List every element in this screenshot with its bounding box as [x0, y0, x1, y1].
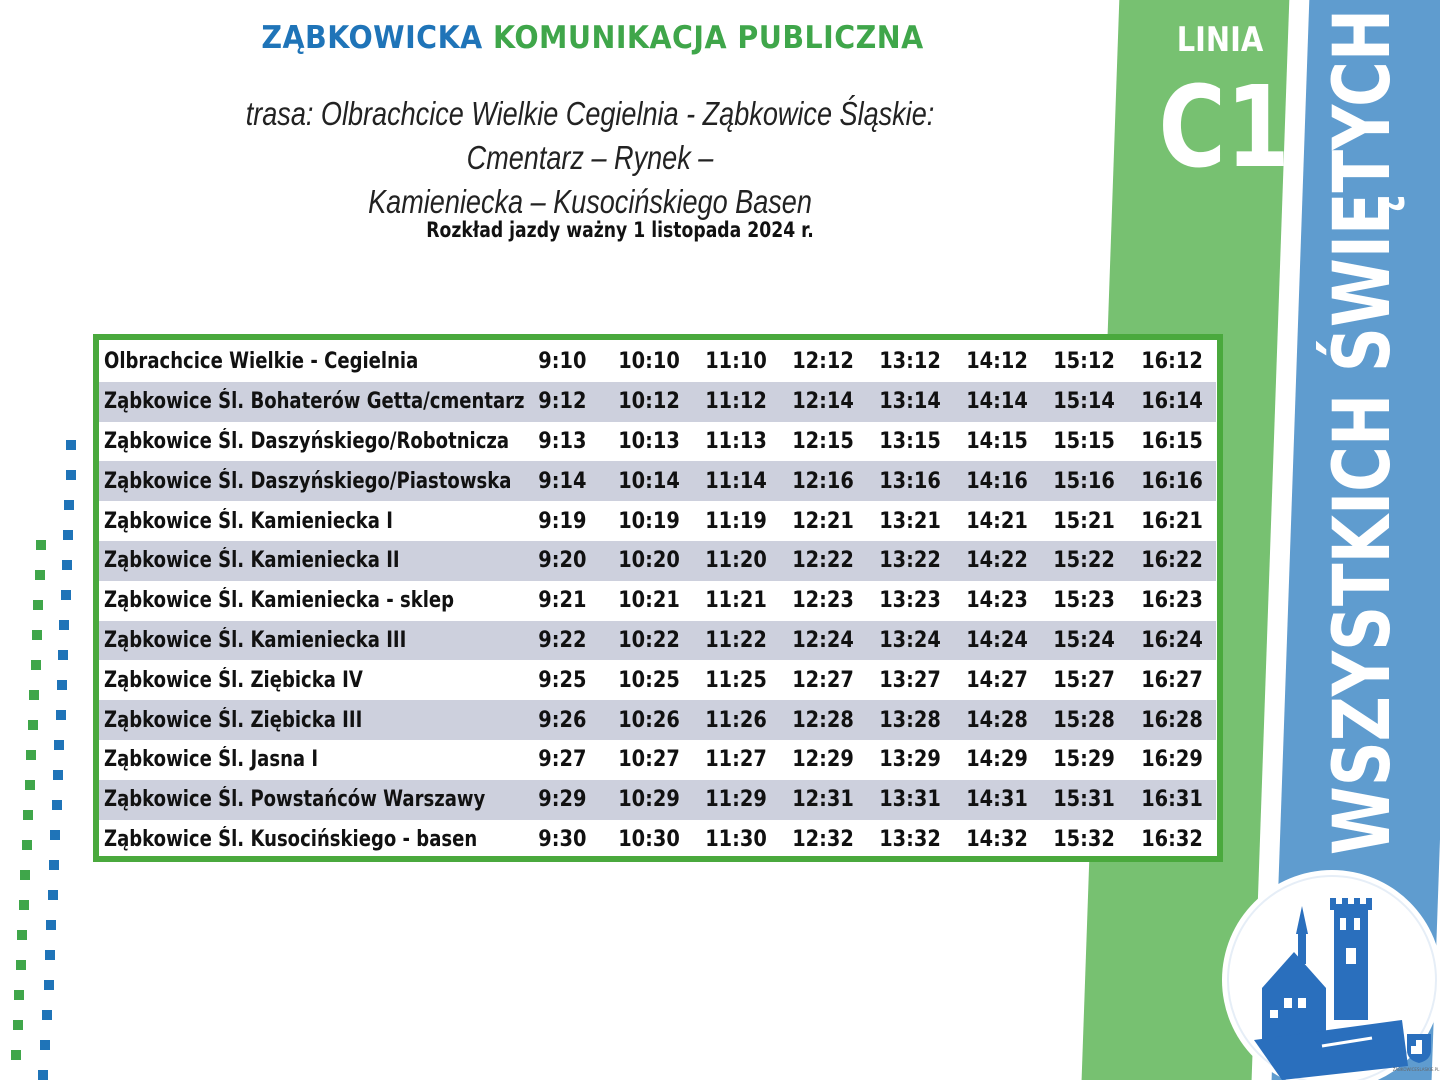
- table-row: [99, 780, 1216, 820]
- stop-name: Ząbkowice Śl. Kamieniecka - sklep: [104, 588, 455, 614]
- departure-time: 16:28: [1141, 707, 1203, 733]
- departure-time: 11:20: [705, 548, 768, 574]
- departure-time: 9:26: [538, 707, 587, 733]
- table-row: [99, 422, 1216, 462]
- departure-time: 12:12: [792, 349, 855, 375]
- departure-time-cell: [519, 461, 606, 501]
- departure-time-cell: [780, 621, 867, 661]
- departure-time-cell: [1128, 382, 1216, 422]
- departure-time-cell: [780, 342, 867, 382]
- departure-time-cell: [519, 740, 606, 780]
- table-row: [99, 501, 1216, 541]
- departure-time: 11:30: [705, 826, 768, 852]
- departure-time-cell: [1128, 581, 1216, 621]
- departure-time-cell: [1041, 700, 1128, 740]
- departure-time-cell: [519, 660, 606, 700]
- departure-time-cell: [1128, 780, 1216, 820]
- departure-time-cell: [867, 382, 954, 422]
- departure-time-cell: [1041, 581, 1128, 621]
- departure-time: 10:19: [618, 508, 681, 534]
- line-label: LINIA: [1176, 20, 1264, 60]
- departure-time: 14:14: [966, 389, 1029, 415]
- departure-time: 9:29: [538, 787, 587, 813]
- departure-time-cell: [606, 541, 693, 581]
- departure-time: 15:14: [1053, 389, 1116, 415]
- departure-time-cell: [867, 422, 954, 462]
- timetable-body: [99, 342, 1216, 859]
- departure-time: 11:12: [705, 389, 768, 415]
- title-part-green: KOMUNIKACJA PUBLICZNA: [493, 20, 924, 56]
- departure-time: 14:24: [966, 627, 1029, 653]
- departure-time-cell: [780, 780, 867, 820]
- departure-time-cell: [954, 621, 1041, 661]
- departure-time: 13:23: [879, 588, 942, 614]
- departure-time-cell: [519, 382, 606, 422]
- departure-time-cell: [867, 660, 954, 700]
- departure-time: 13:14: [879, 389, 942, 415]
- departure-time-cell: [954, 461, 1041, 501]
- departure-time: 10:13: [618, 428, 681, 454]
- departure-time-cell: [693, 382, 780, 422]
- departure-time-cell: [606, 422, 693, 462]
- departure-time: 9:30: [538, 826, 587, 852]
- route-line-2: Kamieniecka – Kusocińskiego Basen: [368, 183, 812, 220]
- logo-caption: ZABKOWICESLASKIE.PL: [1392, 1067, 1440, 1072]
- departure-time-cell: [1128, 422, 1216, 462]
- departure-time: 12:21: [792, 508, 855, 534]
- departure-time: 14:29: [966, 747, 1029, 773]
- departure-time-cell: [693, 461, 780, 501]
- departure-time: 15:22: [1053, 548, 1116, 574]
- stop-name-cell: [99, 780, 519, 820]
- table-row: [99, 382, 1216, 422]
- departure-time: 14:22: [966, 548, 1029, 574]
- departure-time-cell: [693, 740, 780, 780]
- stop-name: Ząbkowice Śl. Kamieniecka III: [104, 627, 407, 653]
- departure-time: 11:26: [705, 707, 768, 733]
- title-part-blue: ZĄBKOWICKA: [261, 20, 483, 56]
- departure-time: 14:21: [966, 508, 1029, 534]
- departure-time-cell: [867, 581, 954, 621]
- departure-time: 9:12: [538, 389, 587, 415]
- departure-time-cell: [693, 541, 780, 581]
- city-logo-icon: [1404, 1032, 1434, 1064]
- departure-time-cell: [1041, 501, 1128, 541]
- departure-time-cell: [954, 780, 1041, 820]
- departure-time: 16:23: [1141, 588, 1203, 614]
- departure-time: 9:20: [538, 548, 587, 574]
- departure-time-cell: [1041, 422, 1128, 462]
- departure-time-cell: [1128, 342, 1216, 382]
- route-line-1: trasa: Olbrachcice Wielkie Cegielnia - Ząbkowice Śląskie: Cmentarz – Rynek –: [245, 95, 935, 176]
- departure-time-cell: [1128, 820, 1216, 860]
- departure-time-cell: [1041, 621, 1128, 661]
- stop-name: Ząbkowice Śl. Kamieniecka II: [104, 548, 400, 574]
- stop-name: Ząbkowice Śl. Jasna I: [104, 747, 319, 773]
- departure-time-cell: [780, 660, 867, 700]
- table-row: [99, 820, 1216, 860]
- departure-time-cell: [693, 700, 780, 740]
- departure-time: 15:24: [1053, 627, 1116, 653]
- departure-time: 13:12: [879, 349, 942, 375]
- departure-time: 14:32: [966, 826, 1029, 852]
- departure-time: 9:25: [538, 667, 587, 693]
- departure-time-cell: [693, 501, 780, 541]
- departure-time: 10:12: [618, 389, 681, 415]
- departure-time-cell: [519, 621, 606, 661]
- departure-time: 16:31: [1141, 787, 1203, 813]
- departure-time-cell: [606, 820, 693, 860]
- departure-time-cell: [606, 501, 693, 541]
- timetable: [99, 342, 1216, 859]
- departure-time-cell: [780, 700, 867, 740]
- departure-time: 13:31: [879, 787, 942, 813]
- departure-time-cell: [693, 621, 780, 661]
- table-row: [99, 342, 1216, 382]
- departure-time-cell: [606, 382, 693, 422]
- departure-time-cell: [867, 501, 954, 541]
- departure-time-cell: [780, 581, 867, 621]
- departure-time-cell: [1041, 461, 1128, 501]
- departure-time-cell: [867, 740, 954, 780]
- departure-time: 15:28: [1053, 707, 1116, 733]
- departure-time-cell: [780, 820, 867, 860]
- departure-time-cell: [606, 461, 693, 501]
- departure-time-cell: [1128, 541, 1216, 581]
- departure-time: 11:29: [705, 787, 768, 813]
- stop-name: Olbrachcice Wielkie - Cegielnia: [104, 349, 419, 375]
- departure-time: 16:16: [1141, 468, 1203, 494]
- departure-time-cell: [606, 660, 693, 700]
- departure-time-cell: [519, 700, 606, 740]
- departure-time-cell: [867, 820, 954, 860]
- departure-time: 15:32: [1053, 826, 1116, 852]
- departure-time: 9:22: [538, 627, 587, 653]
- departure-time: 11:21: [705, 588, 768, 614]
- departure-time-cell: [1041, 780, 1128, 820]
- table-row: [99, 581, 1216, 621]
- departure-time-cell: [1041, 660, 1128, 700]
- departure-time-cell: [693, 780, 780, 820]
- stop-name-cell: [99, 541, 519, 581]
- departure-time: 10:26: [618, 707, 681, 733]
- departure-time-cell: [954, 422, 1041, 462]
- departure-time: 12:24: [792, 627, 855, 653]
- page-title: [47, 20, 1137, 56]
- stop-name-cell: [99, 820, 519, 860]
- departure-time: 16:32: [1141, 826, 1203, 852]
- departure-time: 16:12: [1141, 349, 1203, 375]
- departure-time: 9:13: [538, 428, 587, 454]
- departure-time-cell: [606, 780, 693, 820]
- departure-time: 14:16: [966, 468, 1029, 494]
- departure-time: 10:30: [618, 826, 681, 852]
- departure-time: 10:20: [618, 548, 681, 574]
- departure-time: 15:15: [1053, 428, 1116, 454]
- departure-time-cell: [954, 660, 1041, 700]
- departure-time: 13:29: [879, 747, 942, 773]
- departure-time-cell: [954, 700, 1041, 740]
- departure-time: 13:32: [879, 826, 942, 852]
- departure-time-cell: [606, 581, 693, 621]
- departure-time-cell: [606, 621, 693, 661]
- departure-time-cell: [954, 740, 1041, 780]
- departure-time-cell: [606, 740, 693, 780]
- departure-time: 12:22: [792, 548, 855, 574]
- stop-name: Ząbkowice Śl. Kusocińskiego - basen: [104, 826, 478, 852]
- stop-name-cell: [99, 660, 519, 700]
- departure-time-cell: [1041, 740, 1128, 780]
- departure-time-cell: [867, 780, 954, 820]
- table-row: [99, 461, 1216, 501]
- route-description: [229, 92, 951, 224]
- departure-time-cell: [780, 461, 867, 501]
- departure-time-cell: [954, 342, 1041, 382]
- departure-time: 14:27: [966, 667, 1029, 693]
- table-row: [99, 660, 1216, 700]
- departure-time: 16:15: [1141, 428, 1203, 454]
- departure-time: 15:29: [1053, 747, 1116, 773]
- day-label: WSZYSTKICH ŚWIĘTYCH: [1318, 8, 1408, 856]
- departure-time: 11:27: [705, 747, 768, 773]
- departure-time-cell: [954, 382, 1041, 422]
- departure-time: 10:10: [618, 349, 681, 375]
- stop-name: Ząbkowice Śl. Ziębicka III: [104, 707, 363, 733]
- departure-time-cell: [693, 820, 780, 860]
- departure-time-cell: [780, 541, 867, 581]
- departure-time: 12:15: [792, 428, 855, 454]
- departure-time-cell: [1128, 660, 1216, 700]
- stop-name: Ząbkowice Śl. Powstańców Warszawy: [104, 787, 486, 813]
- table-row: [99, 541, 1216, 581]
- departure-time-cell: [1041, 820, 1128, 860]
- stop-name: Ząbkowice Śl. Daszyńskiego/Piastowska: [104, 468, 512, 494]
- departure-time-cell: [519, 422, 606, 462]
- departure-time-cell: [867, 541, 954, 581]
- stop-name-cell: [99, 382, 525, 422]
- departure-time: 14:31: [966, 787, 1029, 813]
- departure-time: 14:15: [966, 428, 1029, 454]
- departure-time-cell: [954, 820, 1041, 860]
- departure-time: 16:22: [1141, 548, 1203, 574]
- departure-time: 15:12: [1053, 349, 1116, 375]
- departure-time-cell: [519, 780, 606, 820]
- stop-name-cell: [99, 461, 519, 501]
- departure-time: 12:29: [792, 747, 855, 773]
- departure-time: 13:24: [879, 627, 942, 653]
- departure-time: 11:10: [705, 349, 768, 375]
- departure-time: 9:27: [538, 747, 587, 773]
- departure-time: 10:21: [618, 588, 681, 614]
- departure-time: 12:14: [792, 389, 855, 415]
- departure-time: 12:27: [792, 667, 855, 693]
- departure-time-cell: [519, 501, 606, 541]
- table-row: [99, 740, 1216, 780]
- departure-time-cell: [1128, 461, 1216, 501]
- line-number: C1: [1158, 63, 1290, 193]
- departure-time: 10:29: [618, 787, 681, 813]
- departure-time: 10:22: [618, 627, 681, 653]
- departure-time: 11:22: [705, 627, 768, 653]
- stop-name: Ząbkowice Śl. Kamieniecka I: [104, 508, 393, 534]
- departure-time: 14:12: [966, 349, 1029, 375]
- departure-time: 15:31: [1053, 787, 1116, 813]
- departure-time: 11:19: [705, 508, 768, 534]
- departure-time-cell: [606, 342, 693, 382]
- stop-name-cell: [99, 621, 519, 661]
- stop-name-cell: [99, 501, 519, 541]
- departure-time: 10:25: [618, 667, 681, 693]
- departure-time-cell: [867, 621, 954, 661]
- departure-time-cell: [867, 461, 954, 501]
- departure-time: 11:14: [705, 468, 768, 494]
- departure-time: 11:25: [705, 667, 768, 693]
- departure-time-cell: [693, 581, 780, 621]
- departure-time: 13:27: [879, 667, 942, 693]
- departure-time: 9:21: [538, 588, 587, 614]
- departure-time-cell: [954, 581, 1041, 621]
- decorative-dots: [0, 430, 90, 1080]
- departure-time: 16:24: [1141, 627, 1203, 653]
- departure-time: 16:29: [1141, 747, 1203, 773]
- departure-time-cell: [519, 581, 606, 621]
- stop-name: Ząbkowice Śl. Bohaterów Getta/cmentarz: [104, 389, 525, 415]
- departure-time: 9:10: [538, 349, 587, 375]
- stop-name-cell: [99, 700, 519, 740]
- departure-time-cell: [780, 501, 867, 541]
- departure-time: 16:14: [1141, 389, 1203, 415]
- departure-time: 13:21: [879, 508, 942, 534]
- departure-time-cell: [954, 541, 1041, 581]
- departure-time-cell: [1128, 740, 1216, 780]
- stop-name-cell: [99, 740, 519, 780]
- departure-time-cell: [780, 740, 867, 780]
- departure-time: 16:27: [1141, 667, 1203, 693]
- departure-time-cell: [1128, 501, 1216, 541]
- departure-time-cell: [867, 700, 954, 740]
- departure-time: 13:15: [879, 428, 942, 454]
- valid-from-note: Rozkład jazdy ważny 1 listopada 2024 r.: [426, 218, 814, 242]
- departure-time: 13:22: [879, 548, 942, 574]
- departure-time: 15:21: [1053, 508, 1116, 534]
- stop-name-cell: [99, 342, 519, 382]
- stop-name-cell: [99, 581, 519, 621]
- table-row: [99, 621, 1216, 661]
- departure-time: 11:13: [705, 428, 768, 454]
- departure-time: 9:19: [538, 508, 587, 534]
- departure-time: 12:32: [792, 826, 855, 852]
- departure-time: 12:23: [792, 588, 855, 614]
- table-row: [99, 700, 1216, 740]
- departure-time: 15:16: [1053, 468, 1116, 494]
- departure-time: 9:14: [538, 468, 587, 494]
- departure-time: 16:21: [1141, 508, 1203, 534]
- departure-time-cell: [780, 382, 867, 422]
- departure-time-cell: [1041, 382, 1128, 422]
- departure-time: 13:16: [879, 468, 942, 494]
- departure-time: 14:23: [966, 588, 1029, 614]
- departure-time: 12:28: [792, 707, 855, 733]
- departure-time-cell: [519, 541, 606, 581]
- stop-name: Ząbkowice Śl. Daszyńskiego/Robotnicza: [104, 428, 510, 454]
- departure-time: 15:23: [1053, 588, 1116, 614]
- departure-time: 12:16: [792, 468, 855, 494]
- departure-time-cell: [693, 422, 780, 462]
- departure-time-cell: [1041, 541, 1128, 581]
- departure-time-cell: [954, 501, 1041, 541]
- departure-time: 12:31: [792, 787, 855, 813]
- departure-time-cell: [780, 422, 867, 462]
- departure-time-cell: [1128, 700, 1216, 740]
- departure-time: 13:28: [879, 707, 942, 733]
- stop-name: Ząbkowice Śl. Ziębicka IV: [104, 667, 363, 693]
- departure-time: 10:27: [618, 747, 681, 773]
- departure-time-cell: [519, 342, 606, 382]
- departure-time-cell: [693, 660, 780, 700]
- dots-pattern-icon: [0, 430, 90, 1080]
- stop-name-cell: [99, 422, 519, 462]
- departure-time-cell: [606, 700, 693, 740]
- departure-time-cell: [519, 820, 606, 860]
- departure-time: 10:14: [618, 468, 681, 494]
- departure-time-cell: [693, 342, 780, 382]
- departure-time-cell: [1128, 621, 1216, 661]
- departure-time-cell: [1041, 342, 1128, 382]
- departure-time-cell: [867, 342, 954, 382]
- departure-time: 15:27: [1053, 667, 1116, 693]
- departure-time: 14:28: [966, 707, 1029, 733]
